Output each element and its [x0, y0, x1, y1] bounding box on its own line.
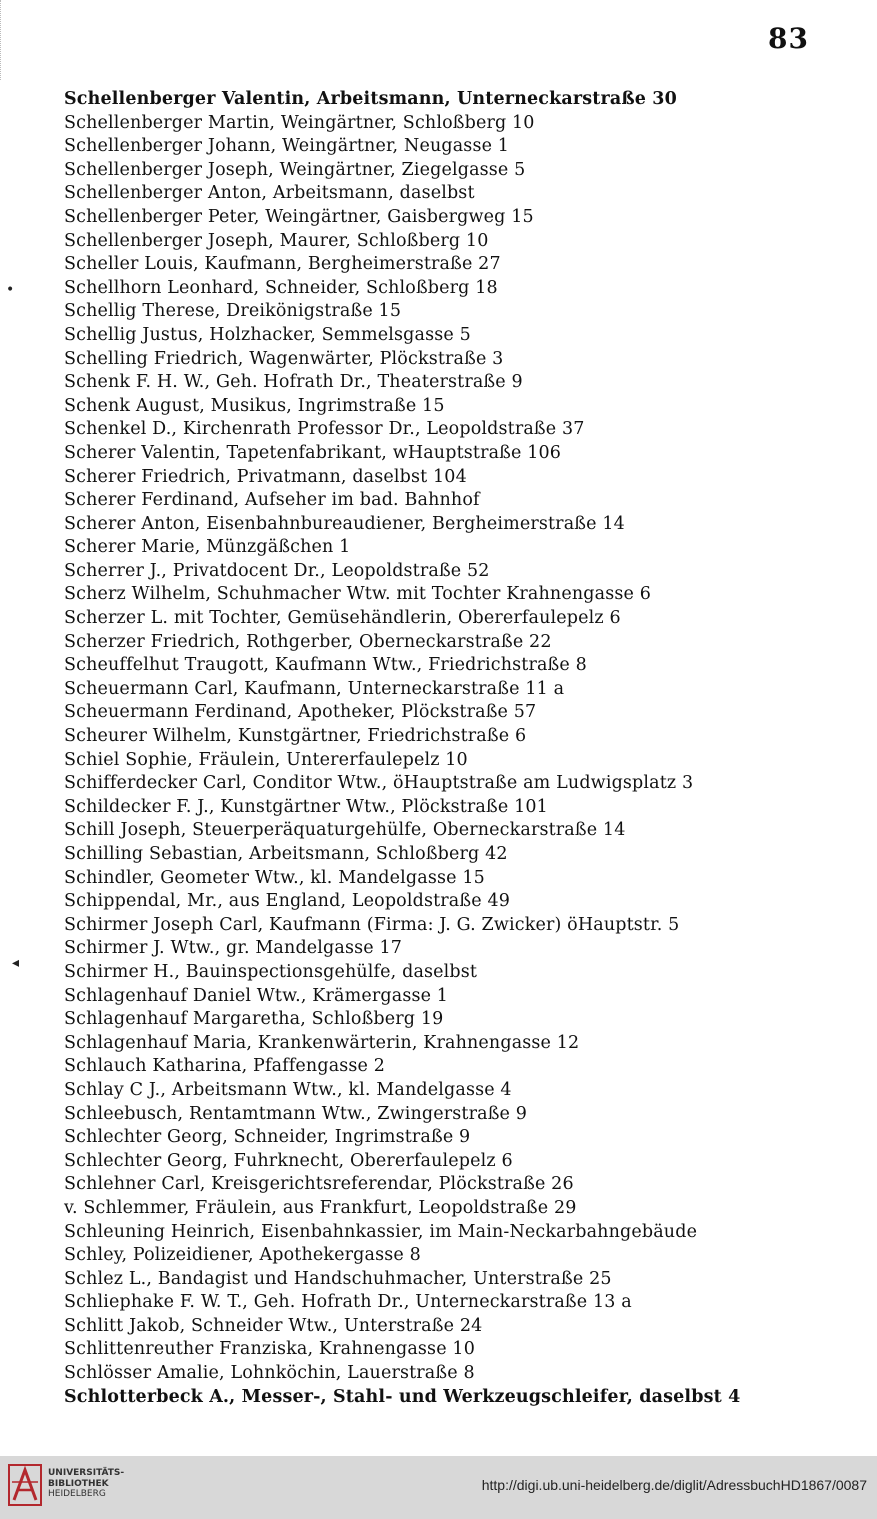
directory-entry: Schlagenhauf Maria, Krankenwärterin, Krahnengasse 12	[64, 1032, 580, 1053]
directory-entry: Schleebusch, Rentamtmann Wtw., Zwingerstraße 9	[64, 1103, 528, 1124]
directory-entry: Schenkel D., Kirchenrath Professor Dr., Leopoldstraße 37	[64, 419, 585, 440]
directory-entry: Schellenberger Johann, Weingärtner, Neugasse 1	[64, 136, 510, 157]
directory-entry: Schifferdecker Carl, Conditor Wtw., öHauptstraße am Ludwigsplatz 3	[64, 773, 694, 794]
directory-entry: Scheller Louis, Kaufmann, Bergheimerstraße 27	[64, 254, 501, 275]
directory-entry: Schenk F. H. W., Geh. Hofrath Dr., Theaterstraße 9	[64, 372, 523, 393]
directory-entry: Schirmer Joseph Carl, Kaufmann (Firma: J. G. Zwicker) öHauptstr. 5	[64, 914, 680, 935]
directory-entry: Schilling Sebastian, Arbeitsmann, Schloßberg 42	[64, 844, 508, 864]
directory-entry: Schiel Sophie, Fräulein, Untererfaulepelz 10	[64, 749, 468, 770]
directory-entry: Schlauch Katharina, Pfaffengasse 2	[64, 1056, 386, 1077]
directory-entry: Schlittenreuther Franziska, Krahnengasse 10	[64, 1339, 475, 1360]
address-entry-list	[64, 88, 864, 1409]
directory-entry: Schlotterbeck A., Messer-, Stahl- und Werkzeugschleifer, daselbst 4	[64, 1386, 741, 1407]
directory-entry: Schley, Polizeidiener, Apothekergasse 8	[64, 1245, 421, 1266]
directory-entry: Schellhorn Leonhard, Schneider, Schloßberg 18	[64, 277, 498, 298]
directory-entry: Schindler, Geometer Wtw., kl. Mandelgasse 15	[64, 867, 485, 888]
directory-entry: Scheurer Wilhelm, Kunstgärtner, Friedrichstraße 6	[64, 726, 527, 747]
library-name-line-2: BIBLIOTHEK	[48, 1478, 109, 1489]
directory-entry: Scherzer Friedrich, Rothgerber, Oberneckarstraße 22	[64, 631, 552, 652]
directory-entry: Schlechter Georg, Schneider, Ingrimstraße 9	[64, 1127, 471, 1148]
directory-entry: Schlösser Amalie, Lohnköchin, Lauerstraße 8	[64, 1363, 475, 1384]
directory-entry: Scherer Valentin, Tapetenfabrikant, wHauptstraße 106	[64, 442, 562, 463]
page-edge-specks	[0, 0, 5, 80]
permalink-url[interactable]: http://digi.ub.uni-heidelberg.de/diglit/AdressbuchHD1867/0087	[481, 1477, 867, 1493]
directory-entry: Schellig Therese, Dreikönigstraße 15	[64, 301, 402, 322]
directory-entry: Scherzer L. mit Tochter, Gemüsehändlerin, Obererfaulepelz 6	[64, 608, 621, 629]
library-name[interactable]	[48, 1468, 124, 1500]
directory-entry: Schippendal, Mr., aus England, Leopoldstraße 49	[64, 891, 511, 912]
directory-entry: Schelling Friedrich, Wagenwärter, Plöckstraße 3	[64, 348, 504, 369]
heidelberg-university-library-logo-icon[interactable]	[8, 1464, 42, 1506]
directory-entry: Schlechter Georg, Fuhrknecht, Obererfaulepelz 6	[64, 1150, 513, 1171]
directory-entry: Scherer Anton, Eisenbahnbureaudiener, Bergheimerstraße 14	[64, 513, 625, 534]
directory-entry: Schlagenhauf Daniel Wtw., Krämergasse 1	[64, 985, 449, 1006]
directory-entry: Schellenberger Anton, Arbeitsmann, daselbst	[64, 183, 475, 204]
margin-mark: ◂	[12, 955, 20, 971]
viewer-footer	[0, 1456, 877, 1519]
directory-entry: Schellenberger Joseph, Maurer, Schloßberg 10	[64, 230, 489, 251]
directory-entry: v. Schlemmer, Fräulein, aus Frankfurt, Leopoldstraße 29	[64, 1197, 577, 1218]
directory-entry: Schellenberger Valentin, Arbeitsmann, Unterneckarstraße 30	[64, 89, 677, 109]
directory-entry: Schellenberger Joseph, Weingärtner, Ziegelgasse 5	[64, 159, 526, 180]
directory-entry: Schill Joseph, Steuerperäquaturgehülfe, Oberneckarstraße 14	[64, 820, 626, 841]
directory-entry: Schellig Justus, Holzhacker, Semmelsgasse 5	[64, 324, 471, 345]
directory-entry: Schellenberger Martin, Weingärtner, Schloßberg 10	[64, 112, 535, 133]
directory-entry: Scherer Friedrich, Privatmann, daselbst 104	[64, 466, 467, 487]
library-name-line-1: UNIVERSITÄTS-	[48, 1468, 125, 1478]
directory-entry: Schliephake F. W. T., Geh. Hofrath Dr., Unterneckarstraße 13 a	[64, 1292, 632, 1313]
directory-entry: Scheuffelhut Traugott, Kaufmann Wtw., Friedrichstraße 8	[64, 655, 587, 676]
directory-entry: Schenk August, Musikus, Ingrimstraße 15	[64, 395, 445, 416]
directory-entry: Scherrer J., Privatdocent Dr., Leopoldstraße 52	[64, 560, 490, 581]
directory-entry: Schlitt Jakob, Schneider Wtw., Unterstraße 24	[64, 1315, 483, 1336]
directory-entry: Scheuermann Ferdinand, Apotheker, Plöckstraße 57	[64, 702, 537, 723]
directory-entry: Schlay C J., Arbeitsmann Wtw., kl. Mandelgasse 4	[64, 1079, 512, 1100]
directory-entry: Scherer Ferdinand, Aufseher im bad. Bahnhof	[64, 490, 480, 511]
directory-entry: Schirmer H., Bauinspectionsgehülfe, daselbst	[64, 961, 478, 982]
directory-entry: Scherer Marie, Münzgäßchen 1	[64, 537, 351, 558]
directory-entry: Schlagenhauf Margaretha, Schloßberg 19	[64, 1009, 444, 1030]
page-number: 83	[768, 22, 809, 55]
directory-entry: Scherz Wilhelm, Schuhmacher Wtw. mit Tochter Krahnengasse 6	[64, 584, 651, 605]
directory-entry: Schildecker F. J., Kunstgärtner Wtw., Plöckstraße 101	[64, 796, 548, 817]
library-name-line-3: HEIDELBERG	[48, 1489, 106, 1499]
directory-entry: Schleuning Heinrich, Eisenbahnkassier, im Main-Neckarbahngebäude	[64, 1221, 698, 1242]
directory-entry: Scheuermann Carl, Kaufmann, Unterneckarstraße 11 a	[64, 678, 565, 699]
directory-entry: Schellenberger Peter, Weingärtner, Gaisbergweg 15	[64, 206, 534, 227]
directory-entry: Schirmer J. Wtw., gr. Mandelgasse 17	[64, 938, 403, 959]
directory-entry: Schlehner Carl, Kreisgerichtsreferendar, Plöckstraße 26	[64, 1174, 574, 1195]
margin-mark: •	[6, 282, 15, 298]
directory-entry: Schlez L., Bandagist und Handschuhmacher, Unterstraße 25	[64, 1268, 612, 1289]
